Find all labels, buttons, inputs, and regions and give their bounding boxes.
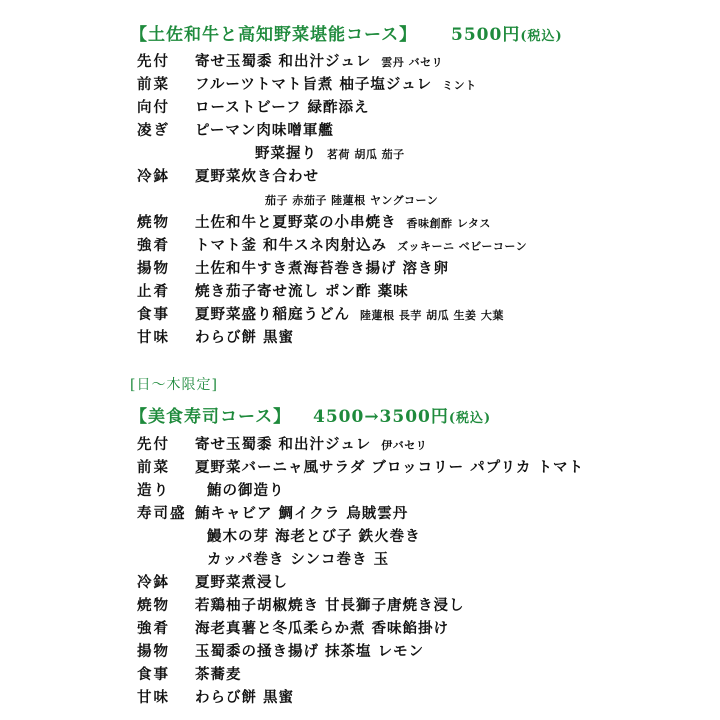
menu-item [137,479,594,502]
menu-item [137,326,527,349]
menu-item-category: 前菜 [137,459,170,476]
menu-item-dish: 野菜握り [255,145,317,162]
menu-item-dish: 若鶏柚子胡椒焼き 甘長獅子唐焼き浸し [195,597,465,614]
menu-item-note: 陸蓮根 長芋 胡瓜 生姜 大葉 [360,309,504,322]
menu-item [137,456,594,479]
menu-item [137,303,527,326]
menu-item-dish: わらび餅 黒蜜 [195,689,295,706]
menu-item-dish: 焼き茄子寄せ流し ポン酢 薬味 [195,283,409,300]
menu-item-dish: 茶蕎麦 [195,666,242,683]
menu-item-category: 前菜 [137,76,170,93]
menu-item-category: 凌ぎ [137,122,170,139]
menu-item-dish: 寄せ玉蜀黍 和出汁ジュレ [195,53,372,70]
menu-item-dish: トマト釜 和牛スネ肉射込み [195,237,388,254]
menu-item-category: 焼物 [137,214,170,231]
menu-item-dish: 鰻木の芽 海老とび子 鉄火巻き [207,528,421,545]
course2-header [130,402,491,427]
menu-item-category: 強肴 [137,620,170,637]
menu-item [137,257,527,280]
menu-item-dish: 鮪の御造り [207,482,285,499]
menu-item [137,594,594,617]
menu-item-dish: わらび餅 黒蜜 [195,329,295,346]
menu-item [137,119,527,142]
menu-item [137,663,594,686]
menu-item [137,50,527,73]
menu-item [137,686,594,709]
menu-item-dish: ローストビーフ 緑酢添え [195,99,370,116]
course1-price: 5500円 [451,25,521,45]
menu-item-dish: 夏野菜煮浸し [195,574,288,591]
menu-item [137,165,527,188]
menu-item-dish: 寄せ玉蜀黍 和出汁ジュレ [195,436,372,453]
menu-item-dish: 夏野菜盛り稲庭うどん [195,306,350,323]
menu-item [137,640,594,663]
menu-item [137,142,527,165]
menu-item-category: 甘味 [137,329,170,346]
menu-item-note: 雲丹 バセリ [381,56,444,69]
menu-item-category: 向付 [137,99,170,116]
menu-item-category: 造り [137,482,170,499]
course2-menu-list [137,433,594,709]
course2-limited-tag: [日～木限定] [130,377,218,393]
menu-item-category: 甘味 [137,689,170,706]
course1-tax-note: (税込) [520,29,563,44]
menu-item-category: 先付 [137,436,170,453]
menu-item [137,188,527,211]
menu-item-dish: ピーマン肉味噌軍艦 [195,122,334,139]
menu-item-note: 香味創酢 レタス [406,217,491,230]
menu-item-category: 冷鉢 [137,168,170,185]
menu-item [137,211,527,234]
menu-item-category: 食事 [137,306,170,323]
menu-item-dish: 海老真薯と冬瓜柔らか煮 香味餡掛け [195,620,450,637]
menu-item-note: ミント [442,79,477,92]
menu-item-dish: 夏野菜炊き合わせ [195,168,319,185]
course2-title: 【美食寿司コース】 [130,407,292,427]
menu-item [137,96,527,119]
menu-item-category: 冷鉢 [137,574,170,591]
menu-item [137,234,527,257]
menu-item-note: 伊バセリ [381,439,428,452]
menu-item [137,525,594,548]
menu-item-note: 茄子 赤茄子 陸蓮根 ヤングコーン [265,194,439,207]
menu-item-category: 先付 [137,53,170,70]
menu-item [137,73,527,96]
menu-item-category: 止肴 [137,283,170,300]
menu-item-dish: 土佐和牛と夏野菜の小串焼き [195,214,397,231]
menu-item-category: 焼物 [137,597,170,614]
menu-item-dish: カッパ巻き シンコ巻き 玉 [207,551,390,568]
menu-item [137,548,594,571]
menu-item [137,617,594,640]
menu-item-dish: 玉蜀黍の掻き揚げ 抹茶塩 レモン [195,643,425,660]
menu-item-category: 食事 [137,666,170,683]
course1-title: 【土佐和牛と高知野菜堪能コース】 [130,25,418,45]
menu-item-dish: 鮪キャビア 鯛イクラ 烏賊雲丹 [195,505,409,522]
menu-item-dish: フルーツトマト旨煮 柚子塩ジュレ [195,76,433,93]
menu-item-dish: 土佐和牛すき煮海苔巻き揚げ 溶き卵 [195,260,450,277]
menu-item [137,571,594,594]
course2-price: 4500→3500円 [313,407,449,427]
menu-item-category: 寿司盛 [137,505,187,522]
course1-menu-list [137,50,527,349]
menu-item [137,433,594,456]
course1-header [130,20,563,45]
menu-item-note: 茗荷 胡瓜 茄子 [327,148,405,161]
menu-item [137,502,594,525]
course2-tax-note: (税込) [448,411,492,426]
menu-item-category: 強肴 [137,237,170,254]
menu-item-note: ズッキーニ ベビーコーン [397,240,528,253]
menu-item-dish: 夏野菜バーニャ風サラダ ブロッコリー パプリカ トマト [195,459,584,476]
menu-item [137,280,527,303]
menu-item-category: 揚物 [137,260,170,277]
menu-item-category: 揚物 [137,643,170,660]
